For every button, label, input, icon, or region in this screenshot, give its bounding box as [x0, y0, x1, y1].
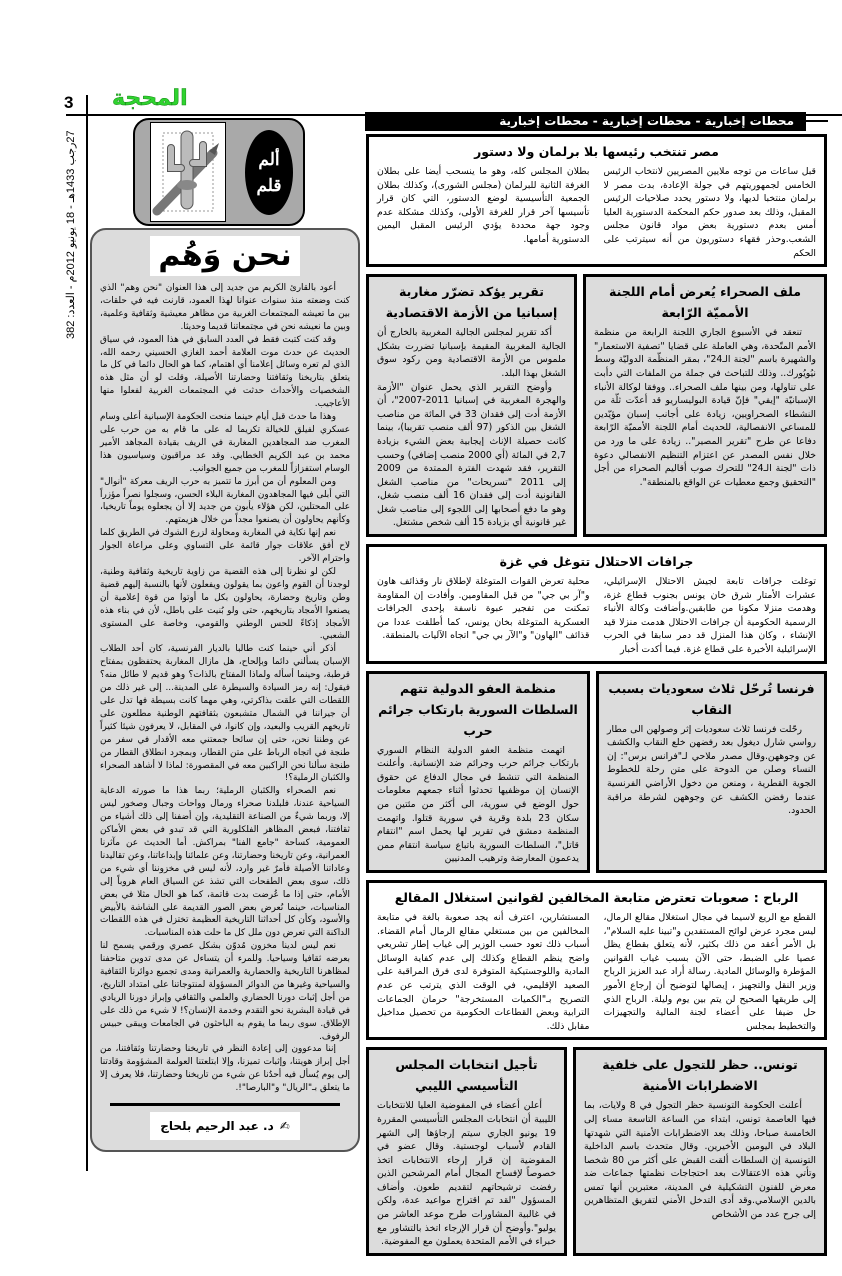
author-name: د. عبد الرحيم بلحاج [160, 1119, 274, 1134]
news-gaza [366, 544, 827, 664]
headline: جرافات الاحتلال تتوغل في غزة [499, 554, 694, 570]
paragraph: نعم ليس لدينا مخزون مُدوّن بشكل عصري ورقمي يسمح لنا بعرضه ثقافيا وسياحيا. وللمرء أن يتساءل عن مدى تدوين متاحفنا لمظاهرنا التاريخية والحضارية والعمرانية ومدى تجميع دوائرنا الثقافية والسياحية وغيرها من الدوائر المسؤولة لمنتوجاتنا على امتداد التاريخ، من أجل إثبات دورنا الحضاري والعلمي والثقافي وإبراز دورنا الريادي في قيادة البشرية نحو التقدم وخدمة الإنسان؟! لا شيء من ذلك على الإطلاق. سوى ربما ما يقوم به الباحثون في الجامعات ويبقى حبيس الرفوف. [100, 941, 350, 1042]
paragraph: وقد كنت كتبت فقط في العدد السابق في هذا العمود، في سياق الحديث عن حدث موت العلامة أحمد الغازي الحسيني رحمه الله، الذي لم تعره وسائل إعلامنا أي اهتمام، كما هو الحال دائما في كل ما يتعلق بتاريخنا وثقافتنا وحضارتنا الأصيلة، وقلت لو أن مثل هذه الشخصيات والأحداث حدثت في المجتمعات الغربية لفعلوا منها الأعاجيب. [100, 334, 350, 410]
paragraph: نعم إنها نكاية في المغاربة ومحاولة لزرع الشوك في الطريق كلما لاح أفق علاقات جوار قائمة على التساوي وعلى مراعاة الجوار واحترام الآخر. [100, 528, 350, 565]
column-divider-vertical [86, 95, 88, 1171]
news-france [596, 671, 827, 873]
body-text: وأوضح التقرير الذي يحمل عنوان "الأزمة والهجرة المغربية في إسبانيا 2011-2007"، أن الأزمة أدت إلى فقدان 33 في المائة من مناصب الشغل بين الذكور (97 ألف منصب تقريبا)، بينما كانت حصيلة الإناث إيجابية بعض الشيء بزيادة 2,7 في المائة (أي 2000 منصب إضافي) وحسب التقرير، فقد شهدت الفترة الممتدة من 2009 إلى 2011 "تسريحات" من مناصب الشغل القانونية أدت إلى فقدان 16 ألف منصب شغل، وهو ما دفع أصحابها إلى اللجوء إلى مناصب شغل غير قانونية أي بزيادة 15 ألف شخص مشتغل. [377, 381, 567, 529]
news-quarries [366, 880, 827, 1040]
page-number: 3 [64, 93, 74, 112]
paragraph: إننا مدعوون إلى إعادة النظر في تاريخنا وحضارتنا وثقافتنا، من أجل إبراز هويتنا، وإثبات تميزنا، وإلا ابتلعتنا العولمة المشؤومة وقادتنا إلى يوم يُسأل فيه أحدُنا عن شيء من تاريخنا وحضارتنا، فلا يعرف إلا ما يتعلق بـ"الريال" و"البارصا"!. [100, 1044, 350, 1094]
news-amnesty [366, 671, 590, 873]
column-logo-badge [245, 130, 293, 215]
news-row [366, 1047, 827, 1256]
headline: مصر تنتخب رئيسها بلا برلمان ولا دستور [474, 144, 719, 159]
paragraph: لكن لو نظرنا إلى هذه القضية من زاوية تاريخية وثقافية وطنية، لوجدنا أن القوم واعون بما يقولون ويفعلون لأنها بالنسبة إليهم قضية وطن وتاريخ وحضارة، يحاولون بكل ما أوتوا من قوة إعلامية أن يصنعوا الأمجاد بتاريخهم، حتى ولو بُنيت على باطل، لأن في بناء هذه الأمجاد إذكاءً للحس الوطني والقومي، وخاصة على المستوى الشعبي. [100, 566, 350, 642]
section-banner: محطات إخبارية - محطات إخبارية - محطات إخبارية [365, 112, 806, 131]
column: قبل ساعات من توجه ملايين المصريين لانتخاب الرئيس الخامس لجمهوريتهم في جولة الإعادة، بدت مصر لا برلمان منتخبا لديها، ولا دستور يحدد صلاحيات الرئيس المقبل، وذلك بعد صدور حكم المحكمة الدستورية العليا أمس بعدم دستورية بعض مواد قانون مجلس الشعب.وحذر فقهاء دستوريون من أنه سيترتب على الحكم [603, 166, 816, 259]
body-text: تنعقد في الأسبوع الجاري اللجنة الرابعة من منظمة الأمم المتّحدة، وهي العاملة على قضايا "تصفية الاستعمار" والشهيرة باسم "لجنة الـ24"، بمقر المنظّمة الدوليّة وسط نيُويُورك.. وذلك للتباحث في جملة من الملفات التي دأبت على تناولها، ومن بينها ملف الصحراء.. ووفقا لوكالة الأنباء الإسبانيّة "إيفي" فإنّ قيادة البوليساريو قد أعدّت ثلّة من النشطاء الصحراويين، زيادة على أجانب إسبان مؤيّدين للمساعي الانفصالية، للحديث أمام اللجنة الأمميّة الرّابعة دفاعا عن طرح "تقرير المصير".. زيادة على ما ورد من خلال نفس المصدر عن اعتزام التنظيم الانفصالي دعوة ذات "لجنة الـ24" للتحرك صوب أقاليم الصحراء من أجل "التحقيق وجمع معطيات عن الواقع بالمنطقة". [594, 327, 816, 488]
opinion-article [90, 228, 360, 1152]
paragraph: أذكر أني حينما كنت طالبا بالديار الفرنسية، كان أحد الطلاب الإسبان يسألني دائما وبإلحاح، هل مازال المغاربة يحتفظون بمفتاح قرطبة، وحينما أسأله ولماذا المفتاح بالذات؟ وهو قديم لا طائل منه؟ فيقول: إنه رمز السيادة والسيطرة على المدينة... إلى غير ذلك من اللقطات التي علقت بذاكرتي، وهي مهما كانت بسيطة فها تدل على أن جيراننا في الشمال متشبعون بثقافتهم الوطنية مطلعون على تاريخهم القريب والبعيد، وإن كانوا، في المقابل، لا يعرفون شيئا كثيراً عن وطننا نحن، حتى إن سائحا جمعتني معه الأقدار في سفر من طنجة في اتجاه الرباط على متن القطار، وبمجرد انطلاق القطار من طنجة سألنا نحن الراكبين معه في المقصورة: لماذا لا أشاهد الصحراء والكثبان الرملية؟! [100, 644, 350, 784]
headline: تقرير يؤكد تضرّر مغاربة إسبانيا من الأزمة الاقتصادية [385, 284, 558, 321]
column: بطلان المجلس كله، وهو ما ينسحب أيضا على بطلان الغرفة الثانية للبرلمان (مجلس الشورى)، وكذلك بطلان الجمعية التأسيسية لوضع الدستور، التي كان قرار تأسيسها آخر قرار للغرفة الأولى، وكذلك مشكلة عدم وجود جهة محددة يؤدي الرئيس المقبل اليمين الدستورية أمامها. [377, 166, 590, 245]
column: توغلت جرافات تابعة لجيش الاحتلال الإسرائيلي، عشرات الأمتار شرق خان يونس بجنوب قطاع غزة، وهدمت منزلا مكونا من طابقين.وأضافت وكالة الأنباء الرسمية الحكومية أن جرافات الاحتلال هدمت منزلا قيد الإنشاء ، وكان هذا المنزل قد دمر سابقا في الحرب الإسرائيلية الأخيرة على قطاع غزة. فيما أكدت أخبار [603, 576, 816, 656]
body-text: اتهمت منظمة العفو الدولية النظام السوري بارتكاب جرائم حرب وجرائم ضد الإنسانية. وأعلنت المنظمة التي تنشط في مجال الدفاع عن حقوق الإنسان إن موظفيها تحدثوا أثناء جمعهم معلومات حول الوضع في سورية، الى أكثر من مئتين من سكان 23 بلدة وقرية في سورية قتلوا. واتهمت المنظمة دمشق في تقرير لها يحمل اسم "انتقام قاتل"، السلطات السورية باتباع سياسة انتقام ممن يدعمون المعارضة وترهيب المدنيين [377, 744, 579, 865]
news-column [366, 134, 827, 1276]
news-sahara [583, 274, 827, 537]
paragraph: وهذا ما حدث قبل أيام حينما منحت الحكومة الإسبانية أعلى وسام عسكري لفيلق للخيالة تكريما له على ما قام به من حرب على المغرب ضد المجاهدين المغاربة في الريف بقيادة المجاهد الأمير محمد بن عبد الكريم الخطابي. وقد عد مراقبون وسياسيون هذا الوسام استفزازاً للمغرب من جميع الجوانب. [100, 412, 350, 474]
body-text: أعلنت الحكومة التونسية حظر التجول في 8 ولايات، بما فيها العاصمة تونس، ابتداء من الساعة التاسعة مساء إلى الخامسة صباحا، وذلك بعد الاضطرابات الأمنية التي شهدتها البلاد في اليومين الأخيرين. وقال متحدث باسم الداخلية التونسية إن السلطات ألقت القبض على أكثر من 80 شخصا وتأتي هذه الاعتقالات بعد احتجاجات نظمتها جماعات ضد معرض للفنون التشكيلية في المدينة، معتبرين أنها تمس بالدين الإسلامي.وقد أدى التدخل الأمني لتفريق المتظاهرين إلى جرح عدد من الأشخاص [584, 1100, 816, 1221]
headline: فرنسا تُرحّل ثلاث سعوديات بسبب النقاب [608, 680, 815, 717]
headline: ملف الصحراء يُعرض أمام اللجنة الأمميّة الرّابعة [609, 284, 801, 321]
paragraph: ومن المعلوم أن من أبرز ما تتميز به حرب الريف معركة "أنوال" التي أبلى فيها المجاهدون المغاربة البلاء الحسن، وسجلوا نصراً مؤزراً على المحتلين، لكن هؤلاء يأبون من جديد إلا أن يجعلوه يوماً تاريخيا، وكأنهم يحاولون أن يصنعوا مجداً من خلال هزيمتهم. [100, 476, 350, 526]
column: المستشارين، اعترف أنه يجد صعوبة بالغة في متابعة المخالفين من بين مستغلي مقالع الرمال أمام القضاء. أسباب ذلك تعود حسب الوزير إلى غياب إطار تشريعي واضح ينظم القطاع وكذلك إلى عدم كفاية الوسائل المادية واللوجستيكية المتوفرة لدى فرق المراقبة على الصعيد الإقليمي، في الوقت الذي يترتب عن عدم التصريح بـ"الكميات المستخرجة" حرمان الجماعات الترابية وبعض القطاعات الحكومية من تحصيل مداخيل مقابل ذلك. [377, 911, 590, 1032]
column-logo [133, 118, 305, 226]
headline: الرباح : صعوبات تعترض متابعة المخالفين لقوانين استغلال المقالع [394, 889, 799, 905]
masthead-logo: المحجة [112, 86, 188, 111]
paragraph: نعم الصحراء والكثبان الرملية؛ ربما هذا ما صورته الدعاية السياحية عندنا، فلبلدنا صحراء ورمال وواحات وجبال وصخور ليس إلا، وربما شيءٌ من الصناعة التقليدية، وإن أضفنا إلى ذلك أشياء من ثقافتنا، فبعض المظاهر الفلكلورية التي قد تبدو في بعض الأماكن العمومية، كساحة "جامع الفنا" بمراكش. أما الحديث عن مآثرنا العمرانية، وعن تاريخنا وحضارتنا، وعن علمائنا وإبداعاتنا، وعن تقاليدنا وعاداتنا الأصيلة فأمرٌ غير وارد، لأنه ليس في مخزوننا أي شيء من ذلك، سوى بعض الطفحات التي تشذ عن السياق العام هروباً إلى الأمام، حتى إذا ما عُرضت بدت قاتمة، كما هو الحال مثلا في بعض المناسبات، حينما نُعرض بعض الصور القديمة على الشاشة بالأبيض والأسود، وكأن كل أحداثنا التاريخية العظيمة تختزل في هذه اللقطات الداكنة التي تعرض دون ملل كل ما حلت هذه المناسبات. [100, 786, 350, 939]
opinion-body [100, 282, 350, 1095]
column-logo-line1: ألم [258, 149, 280, 169]
column: القطع مع الريع لاسيما في مجال استغلال مقالع الرمال، ليس مجرد عرض لوائح المستفدين و"تبينا عليه السلام"، بل الأمر أعقد من ذلك بكثير، لأنه يتعلق بقطاع يظل عصيا على الضبط، حتى الآن بسبب غياب القوانين المؤطرة والوسائل المادية. رسالة أراد عبد العزيز الرباح وزير النقل والتجهيز ، إيصالها لتوضيح أن إرجاع الأمور إلى طريقها الصحيح لن يتم بين يوم وليلة. الرباح الذي حل ضيفا على أعضاء لجنة المالية والتجهيزات والتخطيط بمجلس [603, 911, 816, 1032]
author-signature [150, 1112, 300, 1140]
news-egypt [366, 134, 827, 267]
news-spain [366, 274, 577, 537]
body-text: أعلن أعضاء في المفوضية العليا للانتخابات الليبية أن انتخابات المجلس التأسيسي المقررة 19 يونيو الجاري سيتم إرجاؤها إلى الشهر القادم لأسباب لوجستية. وقال عضو في المفوضية إن قرار إرجاء الانتخابات اتخذ خصوصاً لإفساح المجال أمام المرشحين الذين رفضت ترشيحاتهم لتقديم طعون. وأضاف المسؤول "لقد تم اقتراح مواعيد عدة، ولكن في غالبية المشاورات طرح موعد العاشر من يوليو".وأوضح أن قرار الإرجاء اتخذ بالتشاور مع خبراء في الأمم المتحدة يعملون مع المفوضية. [377, 1100, 556, 1248]
issue-dateline: 27رجب 1433هـ - 18 يونيو 2012م - العدد: 382 [65, 130, 77, 339]
column: محلية تعرض القوات المتوغلة لإطلاق نار وقذائف هاون و"آر بي جي" من قبل المقاومين. وأفادت إن المقاومة تمكنت من تفجير عبوة ناسفة بإحدى الجرافات العسكرية المتوغلة بخان يونس، كما أطلقت عددا من قذائف "الهاون" و"الآر بي جي" اتجاه الآليات بالمنطقة. [377, 576, 590, 642]
paragraph: أعود بالقارئ الكريم من جديد إلى هذا العنوان "نحن وهم" الذي كنت وضعته منذ سنوات عنوانا لهذا العمود، قارنت فيه في حلقات، بين ما تعيشه المجتمعات الغربية من مظاهر معيشية وثقافية وعلمية، وبين ما نعيشه نحن في مجتمعاتنا قديما وحديثا. [100, 283, 350, 332]
signature-rule [110, 1103, 340, 1106]
news-row [366, 671, 827, 873]
headline: منظمة العفو الدولية تتهم السلطات السورية بارتكاب جرائم حرب [378, 680, 578, 738]
writing-hand-icon: ✍ [279, 1119, 290, 1134]
news-row [366, 274, 827, 537]
headline: تونس.. حظر للتجول على خلفية الاضطرابات الأمنية [602, 1057, 798, 1094]
body-text: رحّلت فرنسا ثلاث سعوديات إثر وصولهن الى مطار رواسي شارل ديغول بعد رفضهن خلع النقاب والكشف عن وجوههن.وقال مصدر ملاحي لـ"فرانس برس": إن النساء وصلن من الدوحة على متن رحلة للخطوط الجوية القطرية ، ومنعن من دخول الأراضي الفرنسية عندما رفضن الكشف عن وجوههن لشرطة مراقبة الحدود. [607, 723, 816, 817]
news-libya [366, 1047, 567, 1256]
body-text: أكد تقرير لمجلس الجالية المغربية بالخارج أن الجالية المغربية المقيمة بإسبانيا تضررت بشكل ملموس من الأزمة الاقتصادية ومن ركود سوق الشغل بهذا البلد. [377, 327, 566, 379]
cactus-pen-icon [150, 122, 226, 222]
section-banner-rule [806, 120, 828, 122]
headline: تأجيل انتخابات المجلس التأسيسي الليبي [395, 1057, 538, 1094]
news-tunisia [573, 1047, 827, 1256]
opinion-title: نحن وَهُم [150, 236, 300, 276]
column-logo-line2: قلم [256, 175, 282, 195]
